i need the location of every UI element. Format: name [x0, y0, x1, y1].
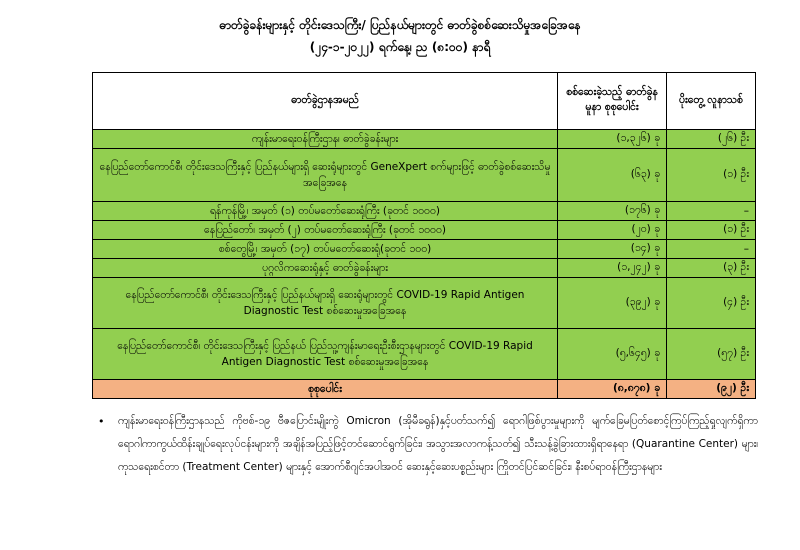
table-header-row [93, 73, 756, 130]
row-cases: – [667, 240, 756, 259]
row-tests: (၃၉၂) ခု [558, 278, 667, 329]
table-row [93, 329, 756, 380]
total-cases: (၉၂) ဦး [667, 380, 756, 399]
table-row [93, 278, 756, 329]
row-cases: (၁) ဦး [667, 149, 756, 202]
row-cases: (၅၇) ဦး [667, 329, 756, 380]
row-tests: (၁,၃၂၆) ခု [558, 130, 667, 149]
row-tests: (၁၇၆) ခု [558, 202, 667, 221]
header-new-cases: ပိုးတွေ့ လူနာသစ် [667, 73, 756, 130]
row-lab-name: ကျန်းမာရေးဝန်ကြီးဌာန၊ ဓာတ်ခွဲခန်းများ [93, 130, 558, 149]
lab-test-table [92, 72, 756, 399]
report-title [60, 14, 740, 58]
header-total-tests: စစ်ဆေးခဲ့သည့် ဓာတ်ခွဲနမူနာ စုစုပေါင်း [558, 73, 667, 130]
bullet-point-icon: • [98, 415, 105, 428]
row-tests: (၁,၂၄၂) ခု [558, 259, 667, 278]
row-lab-name: နေပြည်တော်ကောင်စီ၊ တိုင်းဒေသကြီးနှင့် ပြည်နယ်များရှိ ဆေးရုံများတွင် COVID-19 Rapid Antigen Diagnostic Test စစ်ဆေးမှုအခြေအနေ [93, 278, 558, 329]
row-cases: (၄) ဦး [667, 278, 756, 329]
row-tests: (၁၄) ခု [558, 240, 667, 259]
total-label: စုစုပေါင်း [93, 380, 558, 399]
row-cases: (၁) ဦး [667, 221, 756, 240]
table-row [93, 202, 756, 221]
row-cases: (၃) ဦး [667, 259, 756, 278]
total-row [93, 380, 756, 399]
row-cases: – [667, 202, 756, 221]
body-paragraph: ကျန်းမာရေးဝန်ကြီးဌာနသည် ကိုဗစ်-၁၉ ဗီဇပြောင်းမျိုးကွဲ Omicron (အိုမီခရွန်)နှင့်ပတ်သက်၍ ရောဂါဖြစ်ပွားမှုများကို မျက်ခြေမပြတ်စောင့်ကြပ်ကြည့်ရှုလျက်ရှိကာ ရောဂါကာကွယ်ထိန်းချုပ်ရေးလုပ်ငန်းများကို အချိန်အပြည့်ဖြင့်တင်ဆောင်ရွက်ခြင်း၊ အသွားအလာကန့်သတ်၍ သီးသန့်ခွဲခြားထားရှိရာနေရာ (Quarantine Center) များ၊ ကုသရေးစင်တာ (Treatment Center) များနှင့် အောက်စီဂျင်အပါအဝင် ဆေးနှင့်ဆေးပစ္စည်းများ ကြိုတင်ပြင်ဆင်ခြင်း၊ နီးစပ်ရာဝန်ကြီးဌာနများ [118, 415, 758, 473]
table-row [93, 221, 756, 240]
row-tests: (၅,၆၄၅) ခု [558, 329, 667, 380]
row-tests: (၂၀) ခု [558, 221, 667, 240]
total-tests: (၈,၈၇၈) ခု [558, 380, 667, 399]
row-lab-name: စစ်တွေမြို့၊ အမှတ် (၁၇) တပ်မတော်ဆေးရုံ(ခုတင် ၁၀၀) [93, 240, 558, 259]
row-cases: (၂၆) ဦး [667, 130, 756, 149]
title-line-1: ဓာတ်ခွဲခန်းများနှင့် တိုင်းဒေသကြီး/ ပြည်နယ်များတွင် ဓာတ်ခွဲစစ်ဆေးသိမှုအခြေအနေ [219, 18, 581, 32]
row-lab-name: နေပြည်တော်ကောင်စီ၊ တိုင်းဒေသကြီးနှင့် ပြည်နယ် ပြည်သူ့ကျန်းမာရေးဦးစီးဌာနများတွင် COVID-19 Rapid Antigen Diagnostic Test စစ်ဆေးမှုအခြေအနေ [93, 329, 558, 380]
table-row [93, 240, 756, 259]
header-lab-name: ဓာတ်ခွဲဌာနအမည် [93, 73, 558, 130]
row-lab-name: ရန်ကုန်မြို့၊ အမှတ် (၁) တပ်မတော်ဆေးရုံကြီး (ခုတင် ၁၀၀၀) [93, 202, 558, 221]
row-lab-name: နေပြည်တော်ကောင်စီ၊ တိုင်းဒေသကြီးနှင့် ပြည်နယ်များရှိ ဆေးရုံများတွင် GeneXpert စက်များဖြင့် ဓာတ်ခွဲစစ်ဆေးသိမှုအခြေအနေ [93, 149, 558, 202]
row-lab-name: ပုဂ္ဂလိကဆေးရုံနှင့် ဓာတ်ခွဲခန်းများ [93, 259, 558, 278]
table-row [93, 130, 756, 149]
row-lab-name: နေပြည်တော်၊ အမှတ် (၂) တပ်မတော်ဆေးရုံကြီး (ခုတင် ၁၀၀၀) [93, 221, 558, 240]
title-line-2: (၂၄-၁-၂၀၂၂) ရက်နေ့၊ ည (၈:၀၀) နာရီ [309, 40, 491, 54]
table-row [93, 149, 756, 202]
table-row [93, 259, 756, 278]
row-tests: (၆၃) ခု [558, 149, 667, 202]
